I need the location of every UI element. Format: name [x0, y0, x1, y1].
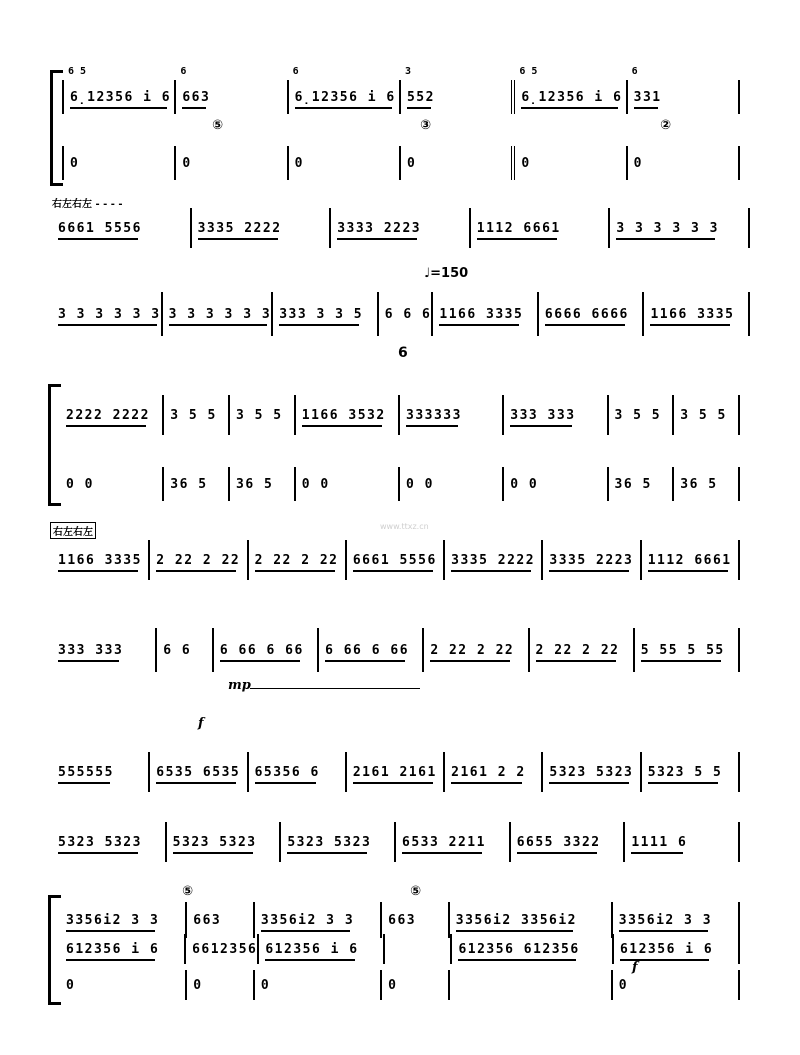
string-marker: ⑤	[182, 884, 194, 899]
crescendo-line	[250, 688, 420, 689]
string-marker: ⑤	[410, 884, 422, 899]
measure: 5323 5323	[541, 752, 639, 792]
measure: 6535 6535	[148, 752, 246, 792]
measure: 6 663	[174, 80, 286, 114]
measure: 2 22 2 22	[528, 628, 633, 672]
measure: 3 5 5	[228, 395, 294, 435]
tempo-marking: ♩=150	[424, 266, 469, 281]
measure: 0	[511, 146, 625, 180]
measure: 6 331	[626, 80, 740, 114]
measure: 333333	[398, 395, 502, 435]
measure: 3 5 5	[672, 395, 740, 435]
measure: 36 5	[162, 467, 228, 501]
measure: 0	[185, 970, 253, 1000]
measure: 5323 5323	[58, 834, 142, 850]
measure: 0	[66, 977, 76, 993]
measure: 1166 3335	[431, 292, 537, 336]
measure: 1166 3532	[294, 395, 398, 435]
measure: 36 5	[607, 467, 673, 501]
measure: 6 66 6 66	[317, 628, 422, 672]
string-marker: ⑤	[212, 118, 224, 133]
measure: 6655 3322	[509, 822, 624, 862]
measure: 0 0	[502, 467, 606, 501]
measure: 2222 2222	[66, 407, 150, 423]
measure: 0 0	[398, 467, 502, 501]
measure: 3335 2222	[443, 540, 541, 580]
measure: 3 3 3 3 3 3	[161, 292, 272, 336]
measure: 3356i2 3 3	[66, 912, 160, 928]
measure: 0	[174, 146, 286, 180]
measure: 3333 2223	[329, 208, 469, 248]
measure: 3335 2222	[190, 208, 330, 248]
measure: 612356 i 6	[612, 934, 740, 964]
measure: 612356 i 6	[257, 934, 383, 964]
measure: 5323 5 5	[640, 752, 740, 792]
measure: 0 0	[294, 467, 398, 501]
measure: 3 5 5	[162, 395, 228, 435]
measure: 6 5 6̣12356 i 6	[62, 80, 174, 114]
measure: 6661 5556	[345, 540, 443, 580]
measure: 2161 2161	[345, 752, 443, 792]
measure: 612356 i 6	[66, 941, 160, 957]
measure: 1112 6661	[640, 540, 740, 580]
measure: 2 22 2 22	[247, 540, 345, 580]
measure: 3 5 5	[607, 395, 673, 435]
dynamic-f: f	[632, 960, 638, 975]
measure: 3 552	[399, 80, 511, 114]
measure: 6533 2211	[394, 822, 509, 862]
measure: 6612356	[184, 934, 257, 964]
measure: 6 6̣12356 i 6	[287, 80, 399, 114]
watermark: www.ttxz.cn	[380, 522, 429, 531]
fingering-label: 右左右左 - - - -	[52, 199, 123, 210]
measure: 0	[62, 146, 174, 180]
measure: 6666 6666	[537, 292, 643, 336]
measure: 663	[185, 902, 253, 938]
lone-note: 6	[398, 345, 408, 361]
measure: 0	[287, 146, 399, 180]
measure: 6661 5556	[58, 220, 142, 236]
measure: 6 66 6 66	[212, 628, 317, 672]
dynamic-mp: mp	[228, 678, 251, 693]
measure: 3356i2 3356i2	[448, 902, 611, 938]
string-marker: ②	[660, 118, 672, 133]
measure: 36 5	[672, 467, 740, 501]
measure	[448, 970, 611, 1000]
string-marker: ③	[420, 118, 432, 133]
measure: 1111 6	[623, 822, 740, 862]
measure: 3 3 3 3 3 3	[58, 306, 161, 322]
measure: 0	[611, 970, 740, 1000]
measure: 6 6	[155, 628, 212, 672]
measure	[383, 934, 450, 964]
measure: 0	[253, 970, 380, 1000]
measure: 0	[399, 146, 511, 180]
fingering-label: 右左右左	[50, 522, 96, 539]
measure: 1166 3335	[58, 552, 142, 568]
measure: 333 333	[502, 395, 606, 435]
measure: 0	[380, 970, 448, 1000]
measure: 1112 6661	[469, 208, 609, 248]
measure: 2 22 2 22	[422, 628, 527, 672]
measure: 0 0	[66, 476, 94, 492]
dynamic-f: f	[198, 716, 204, 731]
measure: 663	[380, 902, 448, 938]
measure: 3356i2 3 3	[253, 902, 380, 938]
measure: 36 5	[228, 467, 294, 501]
measure: 612356 612356	[450, 934, 611, 964]
measure: 3 3 3 3 3 3	[608, 208, 750, 248]
measure: 0	[626, 146, 740, 180]
measure: 2161 2 2	[443, 752, 541, 792]
measure: 333 3 3 5	[271, 292, 377, 336]
measure: 5 55 5 55	[633, 628, 740, 672]
measure: 5323 5323	[279, 822, 394, 862]
measure: 65356 6	[247, 752, 345, 792]
measure: 555555	[58, 764, 114, 780]
measure: 6 5 6̣12356 i 6	[511, 80, 625, 114]
measure: 2 22 2 22	[148, 540, 246, 580]
measure: 5323 5323	[165, 822, 280, 862]
measure: 6 6 6	[377, 292, 432, 336]
measure: 1166 3335	[642, 292, 750, 336]
measure: 3335 2223	[541, 540, 639, 580]
measure: 3356i2 3 3	[611, 902, 740, 938]
measure: 333 333	[58, 642, 124, 658]
